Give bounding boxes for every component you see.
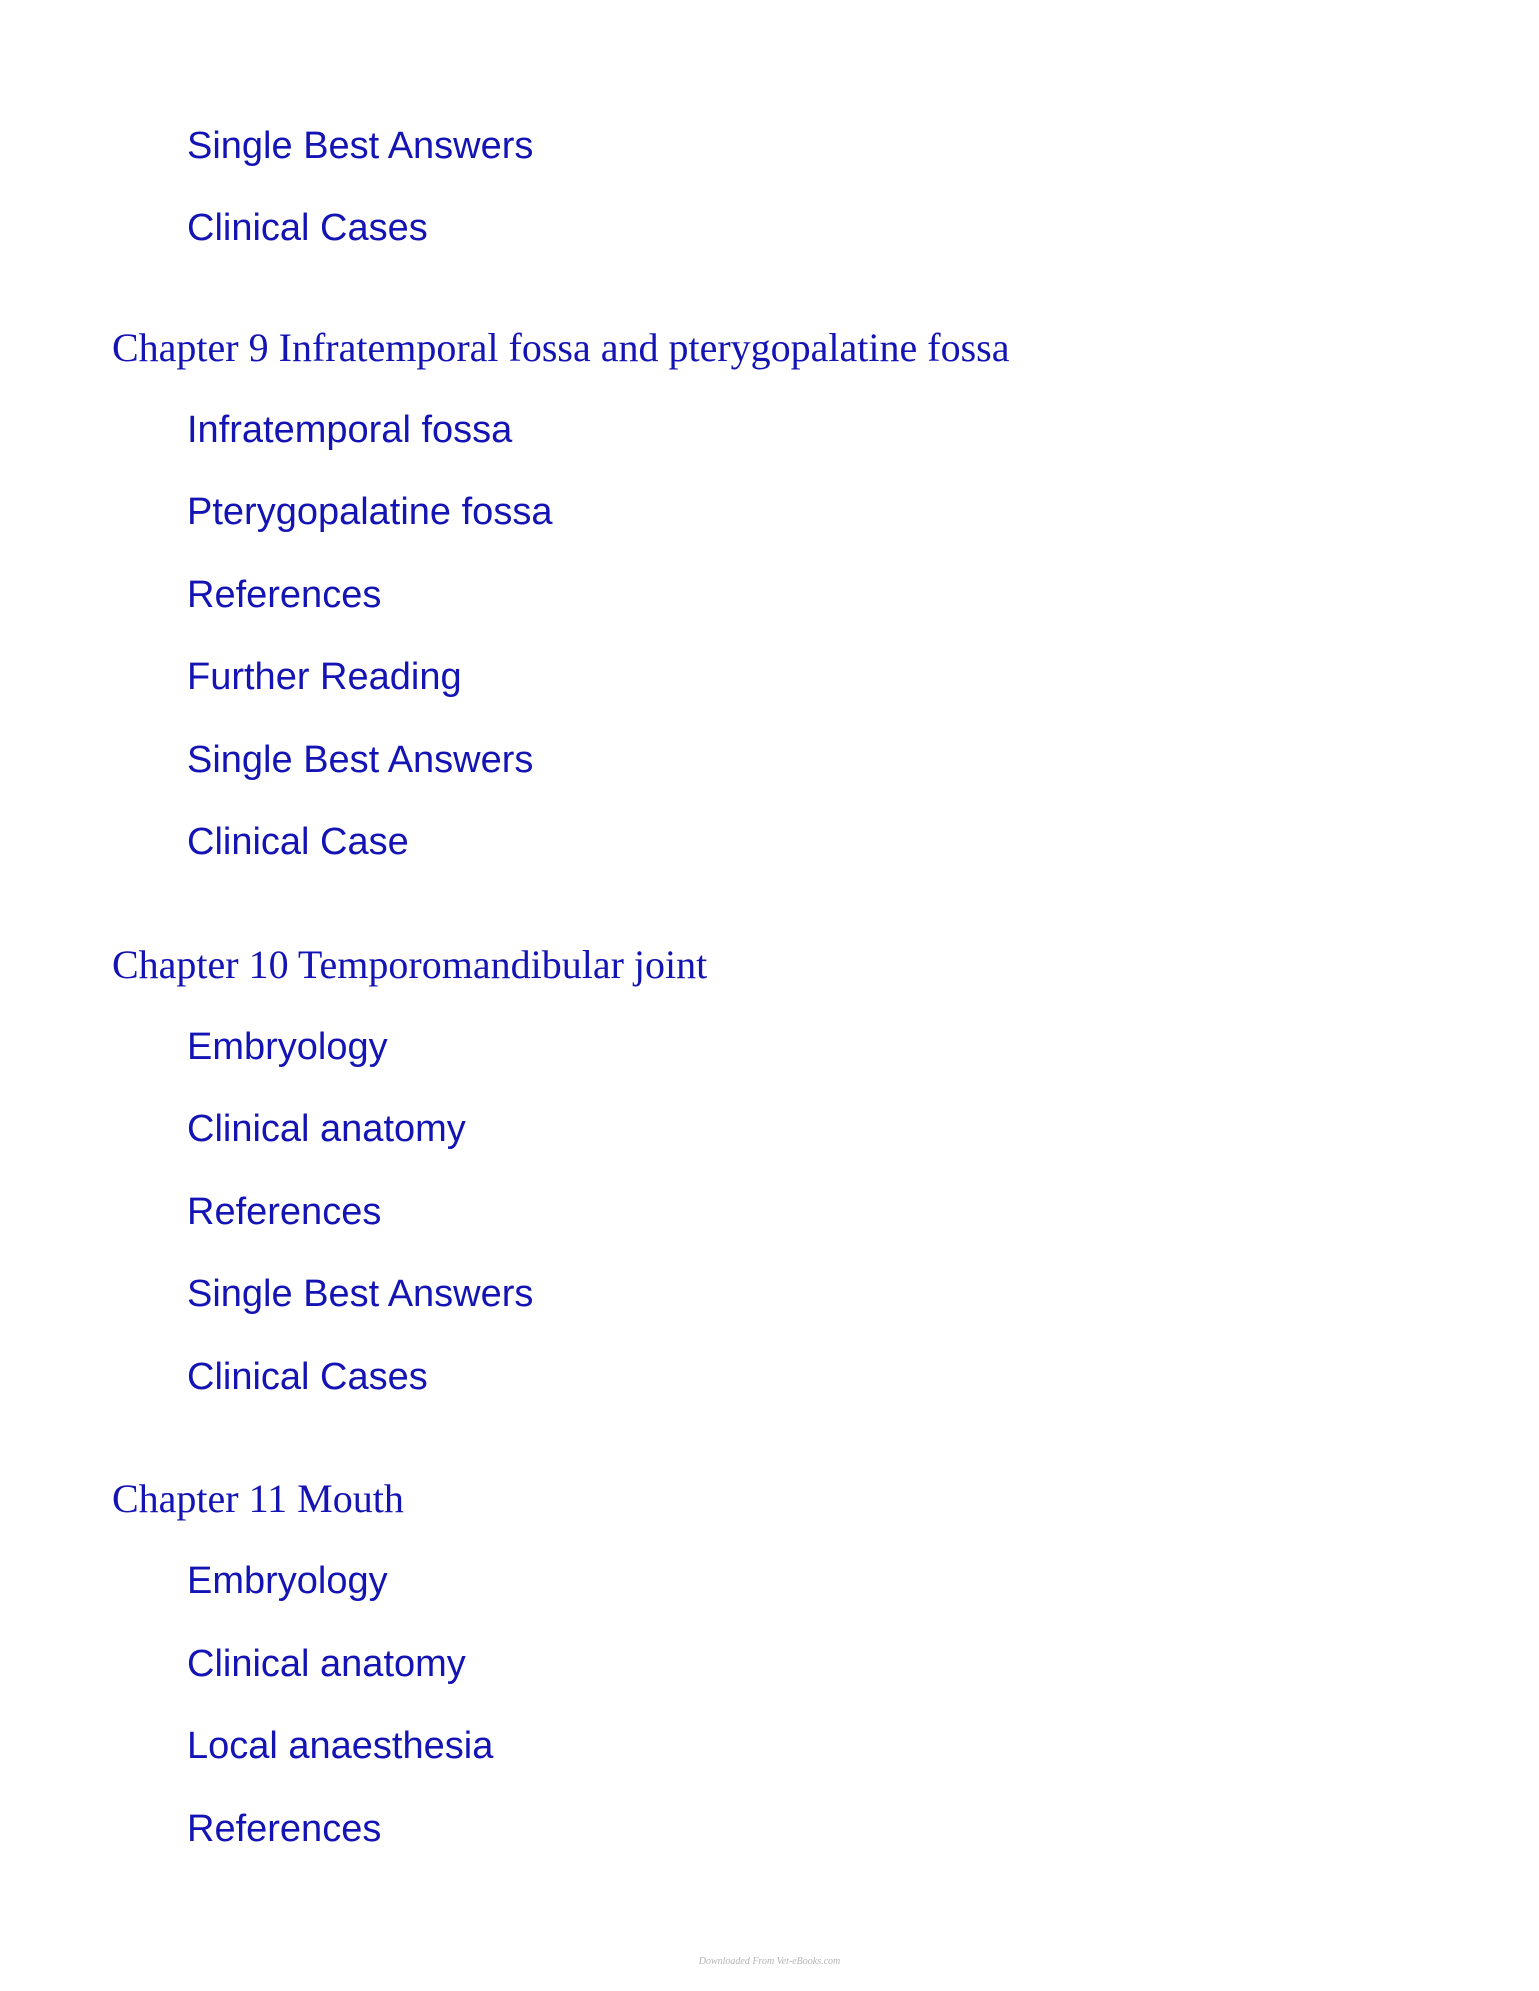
toc-item-single-best-answers[interactable]: Single Best Answers bbox=[187, 739, 534, 781]
toc-chapter-10[interactable]: Chapter 10 Temporomandibular joint bbox=[112, 942, 708, 987]
toc-item-references[interactable]: References bbox=[187, 1191, 382, 1233]
toc-item-embryology[interactable]: Embryology bbox=[187, 1560, 388, 1602]
toc-item-pterygopalatine-fossa[interactable]: Pterygopalatine fossa bbox=[187, 491, 553, 533]
toc-item-single-best-answers[interactable]: Single Best Answers bbox=[187, 125, 534, 167]
toc-item-clinical-cases[interactable]: Clinical Cases bbox=[187, 207, 428, 249]
toc-item-infratemporal-fossa[interactable]: Infratemporal fossa bbox=[187, 409, 513, 451]
toc-item-references[interactable]: References bbox=[187, 574, 382, 616]
toc-item-clinical-anatomy[interactable]: Clinical anatomy bbox=[187, 1643, 466, 1685]
toc-item-clinical-cases[interactable]: Clinical Cases bbox=[187, 1356, 428, 1398]
toc-item-clinical-anatomy[interactable]: Clinical anatomy bbox=[187, 1108, 466, 1150]
toc-item-local-anaesthesia[interactable]: Local anaesthesia bbox=[187, 1725, 494, 1767]
toc-item-references[interactable]: References bbox=[187, 1808, 382, 1850]
toc-item-further-reading[interactable]: Further Reading bbox=[187, 656, 462, 698]
toc-item-embryology[interactable]: Embryology bbox=[187, 1026, 388, 1068]
toc-item-clinical-case[interactable]: Clinical Case bbox=[187, 821, 409, 863]
toc-chapter-9[interactable]: Chapter 9 Infratemporal fossa and pterygopalatine fossa bbox=[112, 325, 1010, 370]
page-footer-watermark: Downloaded From Vet-eBooks.com bbox=[698, 1956, 841, 1967]
toc-item-single-best-answers[interactable]: Single Best Answers bbox=[187, 1273, 534, 1315]
toc-chapter-11[interactable]: Chapter 11 Mouth bbox=[112, 1476, 404, 1521]
